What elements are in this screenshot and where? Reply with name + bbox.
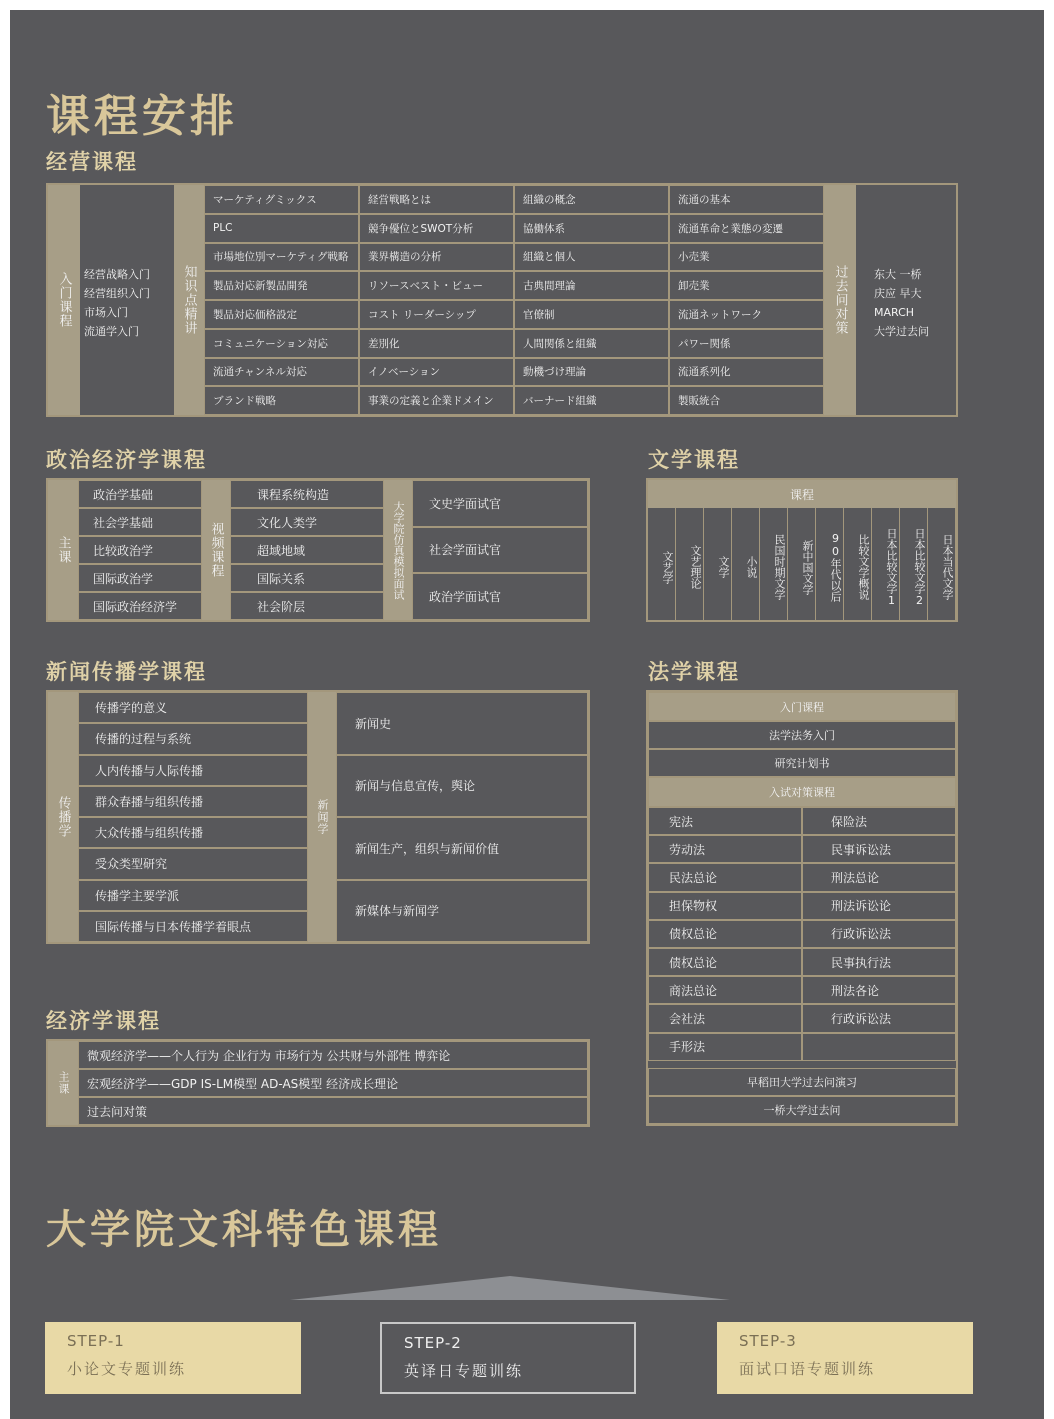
list-item: 国际政治经济学 <box>78 592 202 620</box>
business-intro-label: 入门课程 <box>48 185 80 415</box>
list-item: 庆应 早大 <box>874 287 922 300</box>
law-course-cell: 劳动法 <box>648 835 802 863</box>
knowledge-cell: PLC <box>204 214 359 243</box>
literature-item: 小说 <box>732 508 760 620</box>
journalism-table <box>46 690 590 944</box>
list-item: 课程系统构造 <box>230 480 384 508</box>
page-title: 课程安排 <box>46 91 238 142</box>
literature-header: 课程 <box>648 480 956 508</box>
list-item: MARCH <box>874 306 915 319</box>
list-item: 传播的过程与系统 <box>78 723 308 754</box>
law-course-cell: 保险法 <box>802 807 956 835</box>
knowledge-cell: 官僚制 <box>514 300 669 329</box>
economics-main-label: 主课 <box>48 1041 78 1125</box>
knowledge-cell: 小売業 <box>669 243 824 272</box>
list-item: 人内传播与人际传播 <box>78 755 308 786</box>
step-1-label: 小论文专题训练 <box>67 1360 187 1378</box>
knowledge-cell: 人間関係と組織 <box>514 329 669 358</box>
knowledge-cell: 卸売業 <box>669 271 824 300</box>
list-item: 政治学基础 <box>78 480 202 508</box>
literature-table <box>646 478 958 622</box>
step-3-label: 面试口语专题训练 <box>739 1360 876 1378</box>
law-course-cell: 担保物权 <box>648 892 802 920</box>
knowledge-cell: 協働体系 <box>514 214 669 243</box>
economics-row: 过去问对策 <box>78 1097 588 1125</box>
law-course-cell: 民事诉讼法 <box>802 835 956 863</box>
law-course-cell: 债权总论 <box>648 920 802 948</box>
list-item: 社会学面试官 <box>412 527 588 574</box>
knowledge-cell: ブランド戦略 <box>204 386 359 415</box>
law-table <box>646 690 958 1126</box>
knowledge-cell: バーナード組織 <box>514 386 669 415</box>
knowledge-cell: リソースベスト・ビュー <box>359 271 514 300</box>
business-intro-list <box>84 265 150 341</box>
step-3-card <box>717 1322 973 1394</box>
knowledge-cell: 古典間理論 <box>514 271 669 300</box>
list-item: 市场入门 <box>84 306 128 319</box>
knowledge-cell: 差別化 <box>359 329 514 358</box>
knowledge-cell: 流通ネットワーク <box>669 300 824 329</box>
business-table <box>46 183 958 417</box>
economics-table <box>46 1039 590 1127</box>
list-item: 新闻与信息宣传，舆论 <box>336 755 588 818</box>
literature-item: 民国时期文学 <box>760 508 788 620</box>
knowledge-cell: コミュニケーション対応 <box>204 329 359 358</box>
law-course-cell: 宪法 <box>648 807 802 835</box>
business-title: 经营课程 <box>46 150 138 174</box>
law-course-cell: 刑法诉讼论 <box>802 892 956 920</box>
list-item: 政治学面试官 <box>412 573 588 620</box>
knowledge-cell: 経営戦略とは <box>359 185 514 214</box>
politics-main-list <box>78 480 202 620</box>
literature-item: 90年代以后 <box>816 508 844 620</box>
literature-item: 日本比较文学1 <box>872 508 900 620</box>
knowledge-cell: イノベーション <box>359 358 514 387</box>
knowledge-cell: パワー関係 <box>669 329 824 358</box>
economics-row: 宏观经济学——GDP IS-LM模型 AD-AS模型 经济成长理论 <box>78 1069 588 1097</box>
law-course-cell: 刑法各论 <box>802 976 956 1004</box>
business-exam-label: 过去问对策 <box>824 185 856 415</box>
politics-video-label: 视频课程 <box>202 480 230 620</box>
step-1-card <box>45 1322 301 1394</box>
step-2-number: STEP-2 <box>404 1334 462 1352</box>
stage-divider <box>280 1272 740 1302</box>
politics-mock-list <box>412 480 588 620</box>
list-item: 大众传播与组织传播 <box>78 817 308 848</box>
economics-title: 经济学课程 <box>46 1009 161 1033</box>
law-course-cell: 手形法 <box>648 1033 802 1061</box>
literature-item: 文艺理论 <box>676 508 704 620</box>
law-course-cell: 会社法 <box>648 1004 802 1032</box>
step-2-card <box>380 1322 636 1394</box>
step-2-label: 英译日专题训练 <box>404 1362 524 1380</box>
knowledge-cell: 事業の定義と企業ドメイン <box>359 386 514 415</box>
literature-item: 日本当代文学 <box>928 508 956 620</box>
journalism-news-label: 新闻学 <box>308 692 336 942</box>
literature-item: 文艺学 <box>648 508 676 620</box>
law-course-cell: 债权总论 <box>648 948 802 976</box>
list-item: 比较政治学 <box>78 536 202 564</box>
list-item: 国际传播与日本传播学着眼点 <box>78 911 308 942</box>
list-item: 新闻史 <box>336 692 588 755</box>
list-item: 传播学主要学派 <box>78 880 308 911</box>
law-exam-grid <box>648 807 956 1061</box>
law-title: 法学课程 <box>648 660 740 684</box>
list-item: 文史学面试官 <box>412 480 588 527</box>
list-item: 受众类型研究 <box>78 848 308 879</box>
list-item: 社会学基础 <box>78 508 202 536</box>
politics-main-label: 主课 <box>48 480 78 620</box>
list-item: 经营战略入门 <box>84 268 150 281</box>
knowledge-cell: 業界構造の分析 <box>359 243 514 272</box>
business-knowledge-grid <box>204 185 824 415</box>
literature-title: 文学课程 <box>648 448 740 472</box>
law-intro-item: 法学法务入门 <box>648 721 956 749</box>
step-3-number: STEP-3 <box>739 1332 797 1350</box>
knowledge-cell: 製販統合 <box>669 386 824 415</box>
special-title: 大学院文科特色课程 <box>46 1207 442 1253</box>
literature-item: 文学 <box>704 508 732 620</box>
step-1-number: STEP-1 <box>67 1332 125 1350</box>
law-course-cell: 刑法总论 <box>802 863 956 891</box>
list-item: 新媒体与新闻学 <box>336 880 588 943</box>
law-course-cell <box>802 1033 956 1061</box>
law-course-cell: 商法总论 <box>648 976 802 1004</box>
knowledge-cell: 流通の基本 <box>669 185 824 214</box>
list-item: 大学过去问 <box>874 325 929 338</box>
literature-item: 日本比较文学2 <box>900 508 928 620</box>
law-course-cell: 行政诉讼法 <box>802 920 956 948</box>
journalism-comm-label: 传播学 <box>48 692 78 942</box>
list-item: 东大 一桥 <box>874 268 922 281</box>
literature-item: 比较文学概说 <box>844 508 872 620</box>
economics-row: 微观经济学——个人行为 企业行为 市场行为 公共财与外部性 博弈论 <box>78 1041 588 1069</box>
literature-items <box>648 508 956 620</box>
knowledge-cell: 製品対応新製品開発 <box>204 271 359 300</box>
knowledge-cell: 動機づけ理論 <box>514 358 669 387</box>
law-course-cell: 民事执行法 <box>802 948 956 976</box>
knowledge-cell: 組織の概念 <box>514 185 669 214</box>
knowledge-cell: 組織と個人 <box>514 243 669 272</box>
business-exam-list <box>874 265 929 341</box>
list-item: 流通学入门 <box>84 325 139 338</box>
list-item: 群众春播与组织传播 <box>78 786 308 817</box>
knowledge-cell: 流通革命と業態の変遷 <box>669 214 824 243</box>
journalism-news-list <box>336 692 588 942</box>
law-course-cell: 行政诉讼法 <box>802 1004 956 1032</box>
law-exam-header: 入试对策课程 <box>648 777 956 807</box>
list-item: 新闻生产，组织与新闻价值 <box>336 817 588 880</box>
knowledge-cell: 製品対応価格設定 <box>204 300 359 329</box>
law-bottom-item: 一桥大学过去问 <box>648 1096 956 1124</box>
politics-title: 政治经济学课程 <box>46 448 207 472</box>
list-item: 国际政治学 <box>78 564 202 592</box>
knowledge-cell: 競争優位とSWOT分析 <box>359 214 514 243</box>
politics-video-list <box>230 480 384 620</box>
list-item: 国际关系 <box>230 564 384 592</box>
journalism-comm-list <box>78 692 308 942</box>
list-item: 社会阶层 <box>230 592 384 620</box>
list-item: 文化人类学 <box>230 508 384 536</box>
politics-table <box>46 478 590 622</box>
list-item: 超域地域 <box>230 536 384 564</box>
knowledge-cell: 流通系列化 <box>669 358 824 387</box>
list-item: 经营组织入门 <box>84 287 150 300</box>
knowledge-cell: コスト リーダーシップ <box>359 300 514 329</box>
business-knowledge-label: 知识点精讲 <box>174 185 204 415</box>
law-intro-header: 入门课程 <box>648 692 956 721</box>
knowledge-cell: 流通チャンネル対応 <box>204 358 359 387</box>
law-intro-item: 研究计划书 <box>648 749 956 777</box>
literature-item: 新中国文学 <box>788 508 816 620</box>
list-item: 传播学的意义 <box>78 692 308 723</box>
knowledge-cell: 市場地位別マーケティグ戦略 <box>204 243 359 272</box>
knowledge-cell: マーケティグミックス <box>204 185 359 214</box>
law-bottom-item: 早稻田大学过去问演习 <box>648 1068 956 1096</box>
politics-mock-label: 大学院仿真模拟面试 <box>384 480 412 620</box>
journalism-title: 新闻传播学课程 <box>46 660 207 684</box>
law-course-cell: 民法总论 <box>648 863 802 891</box>
